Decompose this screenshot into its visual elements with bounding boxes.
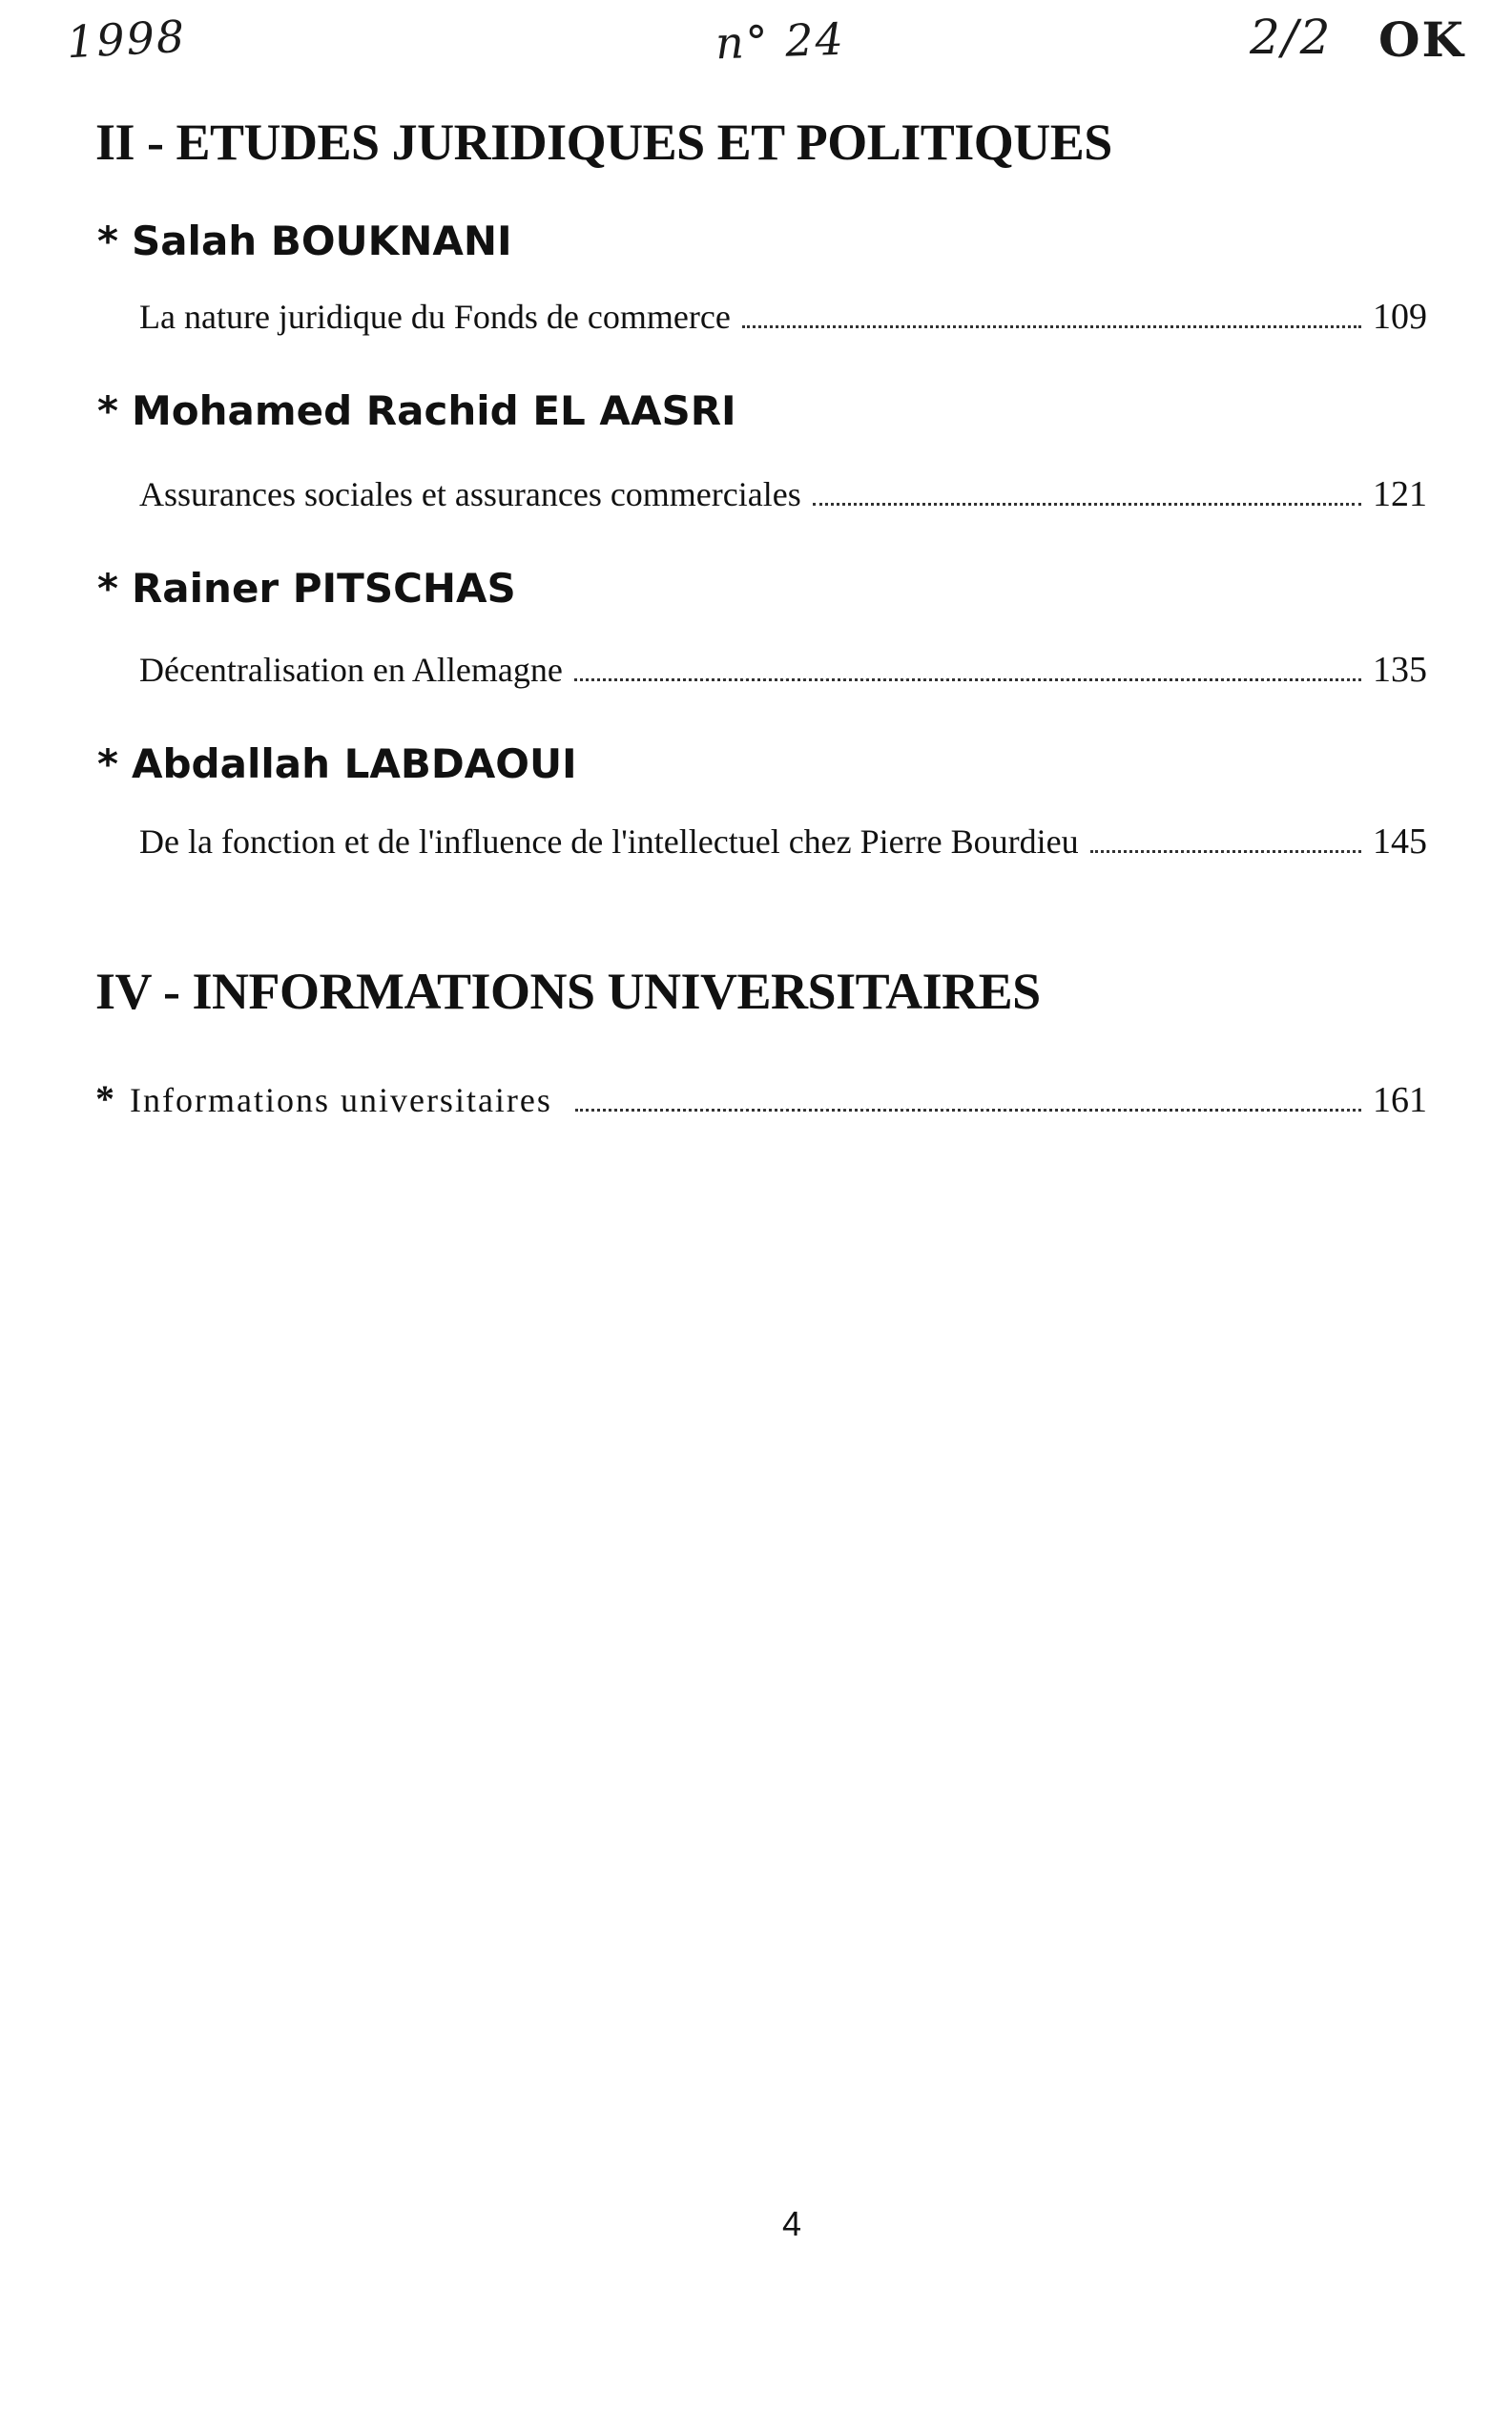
handwritten-check: OK [1378, 11, 1466, 68]
toc-entry-page: 109 [1373, 297, 1427, 337]
toc-entry-title: Informations universitaires [130, 1081, 552, 1119]
toc-entry-page: 145 [1373, 822, 1427, 862]
toc-entry-title: La nature juridique du Fonds de commerce [139, 298, 731, 336]
toc-entry [95, 1076, 1427, 1121]
toc-entry-page: 135 [1373, 650, 1427, 690]
author-name: Rainer PITSCHAS [131, 565, 516, 612]
dot-leader [574, 678, 1361, 681]
toc-entry [139, 296, 1427, 338]
bullet-star: * [97, 387, 118, 434]
toc-entry-title: Assurances sociales et assurances commerciales [139, 475, 801, 513]
author-name: Salah BOUKNANI [131, 218, 512, 264]
page-number: 4 [782, 2204, 802, 2243]
author-name: Mohamed Rachid EL AASRI [131, 387, 736, 434]
handwritten-part: 2/2 [1250, 10, 1333, 65]
toc-entry [139, 473, 1427, 515]
author-name: Abdallah LABDAOUI [131, 740, 577, 787]
toc-entry-title: De la fonction et de l'influence de l'intellectuel chez Pierre Bourdieu [139, 822, 1079, 861]
bullet-star: * [97, 565, 118, 612]
handwritten-year: 1998 [65, 10, 188, 69]
toc-author [97, 740, 577, 787]
dot-leader [813, 503, 1361, 506]
handwritten-issue-number: n° 24 [715, 12, 846, 70]
toc-entry-page: 121 [1373, 474, 1427, 514]
section-title-informations-universitaires: IV - INFORMATIONS UNIVERSITAIRES [95, 963, 1041, 1020]
toc-author [97, 387, 736, 434]
toc-entry [139, 649, 1427, 691]
dot-leader [575, 1109, 1361, 1112]
toc-entry [139, 821, 1427, 863]
toc-author [97, 218, 512, 264]
bullet-star: * [97, 740, 118, 787]
section-title-etudes-juridiques: II - ETUDES JURIDIQUES ET POLITIQUES [95, 114, 1112, 171]
bullet-star: * [97, 218, 118, 264]
bullet-star: * [95, 1077, 114, 1120]
toc-entry-title: Décentralisation en Allemagne [139, 651, 563, 689]
dot-leader [742, 325, 1361, 328]
toc-author [97, 565, 516, 612]
dot-leader [1090, 850, 1361, 853]
toc-entry-page: 161 [1373, 1080, 1427, 1120]
